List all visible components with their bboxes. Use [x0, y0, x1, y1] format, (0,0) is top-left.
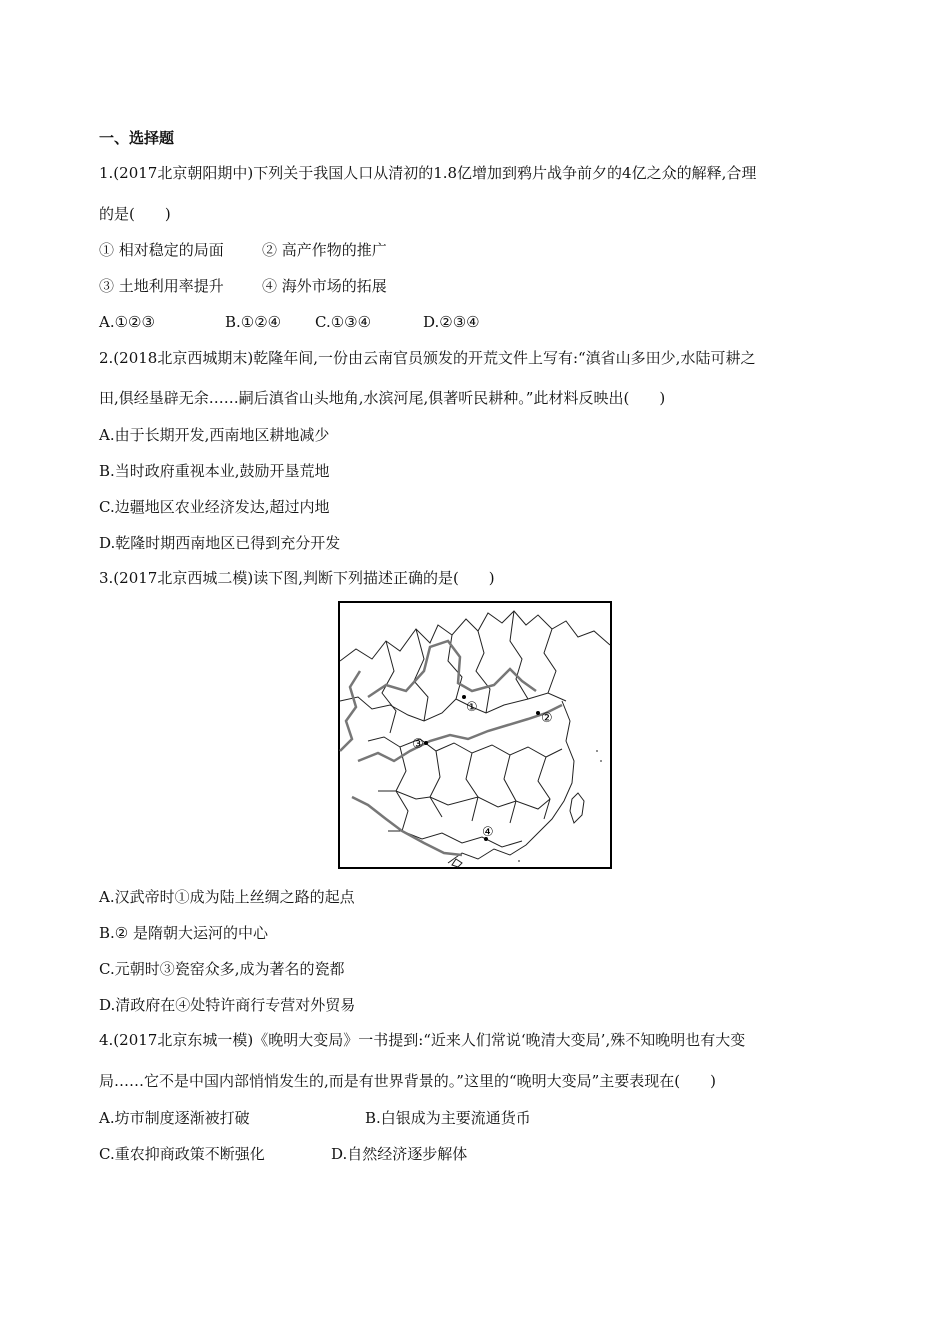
section-title: 一、选择题: [99, 129, 175, 147]
map-marker-2: ②: [541, 711, 553, 726]
china-map: [338, 601, 612, 869]
q1-item-1: ① 相对稳定的局面: [99, 241, 224, 259]
q1-stem-line2: 的是( ): [99, 205, 171, 223]
q1-items-row1: [99, 240, 387, 260]
q3-option-c[interactable]: C.元朝时③瓷窑众多,成为著名的瓷都: [99, 960, 345, 978]
q1-option-d[interactable]: D.②③④: [423, 313, 480, 331]
q4-stem-line1: 4.(2017北京东城一模)《晚明大变局》一书提到:“近来人们常说‘晚清大变局’,殊不知晚明也有大变: [99, 1031, 746, 1049]
q4-option-a[interactable]: A.坊市制度逐渐被打破: [99, 1109, 250, 1127]
q4-options-row1: [99, 1108, 531, 1128]
q3-option-d[interactable]: D.清政府在④处特许商行专营对外贸易: [99, 996, 356, 1014]
marker-1-dot: [462, 695, 466, 699]
q4-option-d[interactable]: D.自然经济逐步解体: [331, 1145, 468, 1163]
q1-option-c[interactable]: C.①③④: [315, 313, 372, 331]
q1-option-a[interactable]: A.①②③: [99, 313, 155, 331]
q2-option-b[interactable]: B.当时政府重视本业,鼓励开垦荒地: [99, 462, 330, 480]
q3-option-b[interactable]: B.② 是隋朝大运河的中心: [99, 924, 269, 942]
marker-3-dot: [424, 741, 428, 745]
q4-options-row2: [99, 1144, 467, 1164]
q1-item-2: ② 高产作物的推广: [262, 241, 387, 259]
q1-item-4: ④ 海外市场的拓展: [262, 277, 387, 295]
q1-options: [99, 312, 480, 332]
q2-option-d[interactable]: D.乾隆时期西南地区已得到充分开发: [99, 534, 341, 552]
q2-stem-line1: 2.(2018北京西城期末)乾隆年间,一份由云南官员颁发的开荒文件上写有:“滇省山多田少,水陆可耕之: [99, 349, 756, 367]
q1-items-row2: [99, 276, 387, 296]
q4-option-b[interactable]: B.白银成为主要流通货币: [365, 1109, 531, 1127]
q1-item-3: ③ 土地利用率提升: [99, 277, 224, 295]
map-marker-4: ④: [482, 825, 494, 840]
q4-option-c[interactable]: C.重农抑商政策不断强化: [99, 1145, 265, 1163]
q2-stem-line2: 田,俱经垦辟无余……嗣后滇省山头地角,水滨河尾,俱著听民耕种。”此材料反映出( ): [99, 389, 666, 407]
q3-stem: 3.(2017北京西城二模)读下图,判断下列描述正确的是( ): [99, 569, 495, 587]
map-marker-1: ①: [466, 700, 478, 715]
q4-stem-line2: 局……它不是中国内部悄悄发生的,而是有世界背景的。”这里的“晚明大变局”主要表现在( ): [99, 1072, 716, 1090]
q2-option-c[interactable]: C.边疆地区农业经济发达,超过内地: [99, 498, 330, 516]
q2-option-a[interactable]: A.由于长期开发,西南地区耕地减少: [99, 426, 330, 444]
marker-2-dot: [536, 711, 540, 715]
map-marker-3: ③: [412, 737, 424, 752]
q3-option-a[interactable]: A.汉武帝时①成为陆上丝绸之路的起点: [99, 888, 355, 906]
q1-option-b[interactable]: B.①②④: [225, 313, 282, 331]
q1-stem-line1: 1.(2017北京朝阳期中)下列关于我国人口从清初的1.8亿增加到鸦片战争前夕的4亿之众的解释,合理: [99, 164, 757, 182]
